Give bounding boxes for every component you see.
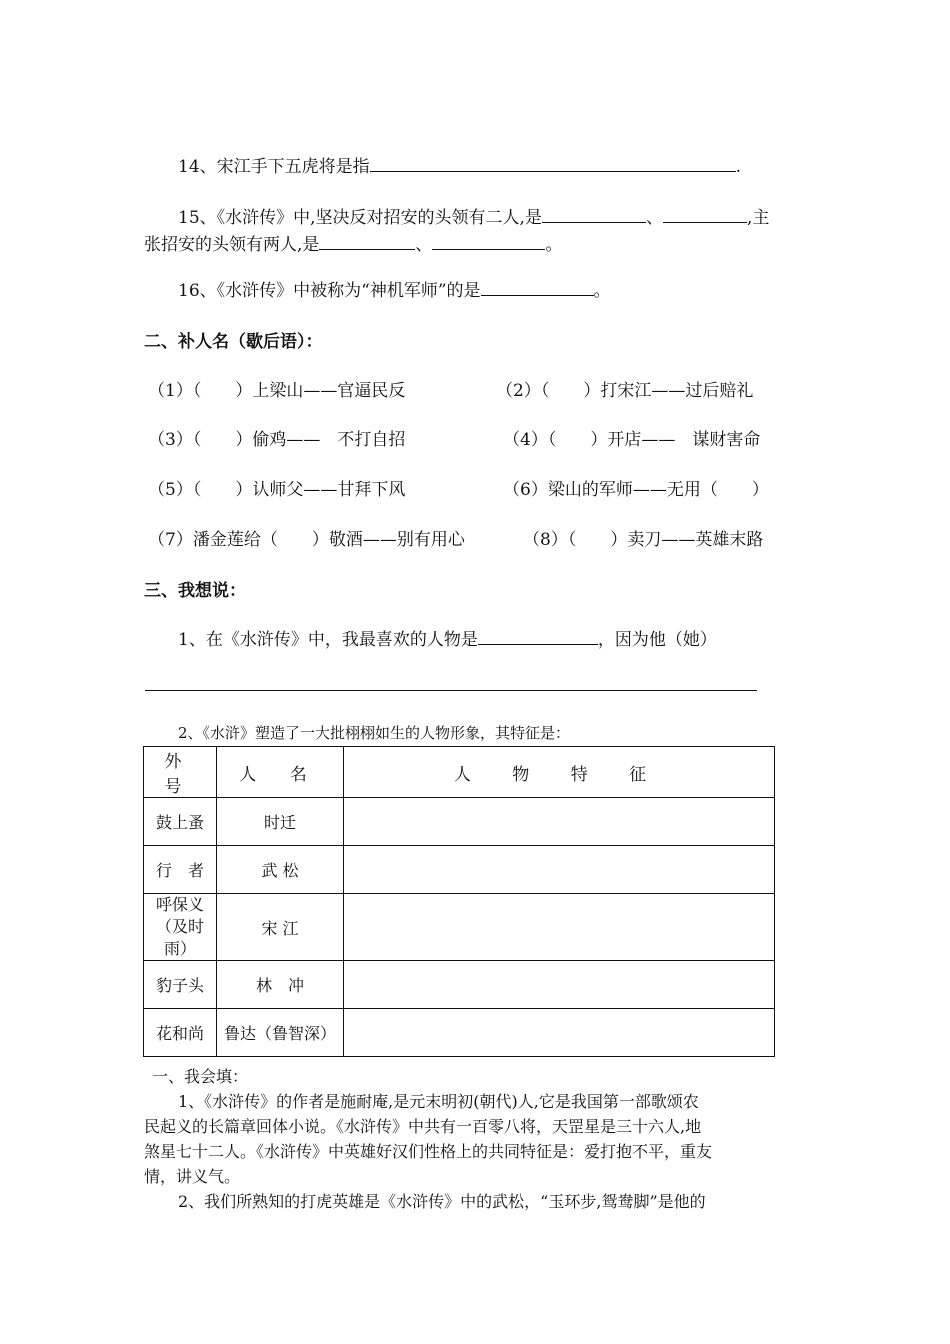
nickname-main: 呼保义	[155, 895, 204, 914]
answer-blank[interactable]	[319, 231, 415, 250]
header-nickname	[144, 747, 217, 798]
name-cell: 林 冲	[217, 961, 344, 1009]
name-cell: 武 松	[217, 846, 344, 894]
question-15-text-a: 15、《水浒传》中,坚决反对招安的头领有二人,是	[178, 208, 542, 228]
table-header-row	[144, 747, 775, 798]
nickname-cell: 鼓上蚤	[144, 798, 217, 846]
name-cell: 时迁	[217, 798, 344, 846]
answer-text: 情，讲义气。	[144, 1167, 241, 1186]
proverb-item: （7）潘金莲给（ ）敬酒——别有用心	[148, 530, 465, 550]
traits-cell[interactable]	[344, 798, 775, 846]
section-3-q2: 2、《水浒》塑造了一大批栩栩如生的人物形象，其特征是：	[178, 724, 571, 742]
table-row	[144, 894, 775, 961]
traits-cell[interactable]	[344, 894, 775, 961]
nickname-cell	[144, 894, 217, 961]
nickname-cell: 豹子头	[144, 961, 217, 1009]
question-14-text: 14、宋江手下五虎将是指	[178, 157, 370, 177]
header-traits-label: 人 物 特 征	[453, 764, 665, 785]
answer-blank[interactable]	[663, 204, 747, 223]
separator: 、	[645, 208, 663, 228]
header-traits	[344, 747, 775, 798]
name-cell: 宋 江	[217, 894, 344, 961]
table-row	[144, 846, 775, 894]
proverb-item: （2）（ ）打宋江——过后赔礼	[496, 381, 754, 401]
section-3-q1-text-b: ，因为他（她）	[597, 630, 717, 650]
table-row	[144, 1009, 775, 1057]
answer-text: 煞星七十二人。《水浒传》中英雄好汉们性格上的共同特征是：爱打抱不平，重友	[144, 1142, 713, 1161]
traits-cell[interactable]	[344, 961, 775, 1009]
nickname-cell: 行 者	[144, 846, 217, 894]
question-16	[178, 276, 611, 301]
nickname-alt: （及时雨）	[155, 917, 204, 958]
name-cell: 鲁达（鲁智深）	[217, 1009, 344, 1057]
answer-text: 1、《水浒传》的作者是施耐庵,是元末明初(朝代)人,它是我国第一部歌颂农	[178, 1092, 699, 1111]
proverb-item: （6）梁山的军师——无用（ ）	[503, 480, 769, 500]
question-14	[178, 152, 741, 177]
header-name	[217, 747, 344, 798]
proverb-item: （4）（ ）开店—— 谋财害命	[503, 430, 761, 450]
answer-line[interactable]	[145, 690, 757, 691]
proverb-item: （8）（ ）卖刀——英雄末路	[523, 530, 764, 550]
table-row	[144, 961, 775, 1009]
section-3-heading: 三、我想说：	[144, 581, 246, 601]
traits-cell[interactable]	[344, 1009, 775, 1057]
answer-blank[interactable]	[432, 231, 545, 250]
section-2-heading: 二、补人名（歇后语）：	[144, 332, 323, 352]
proverb-item: （3）（ ）偷鸡—— 不打自招	[148, 430, 406, 450]
answer-text: 民起义的长篇章回体小说。《水浒传》中共有一百零八将，天罡星是三十六人,地	[144, 1117, 702, 1136]
proverb-item: （1）（ ）上梁山——官逼民反	[148, 381, 406, 401]
answer-blank[interactable]	[370, 153, 736, 172]
question-16-end: 。	[593, 281, 611, 301]
question-15-end: 。	[545, 235, 563, 255]
section-3-q1-text-a: 1、在《水浒传》中，我最喜欢的人物是	[178, 630, 478, 650]
table-row	[144, 798, 775, 846]
proverb-item: （5）（ ）认师父——甘拜下风	[148, 480, 406, 500]
answer-blank[interactable]	[481, 277, 594, 296]
traits-cell[interactable]	[344, 846, 775, 894]
section-3-q1	[178, 625, 717, 650]
separator: 、	[415, 235, 433, 255]
character-table	[143, 746, 775, 1057]
header-name-label: 人 名	[239, 764, 321, 785]
answer-blank[interactable]	[542, 204, 646, 223]
question-15-text-c: 张招安的头领有两人,是	[144, 235, 320, 255]
answer-blank[interactable]	[478, 626, 598, 645]
answers-heading: 一、我会填：	[152, 1067, 249, 1086]
question-14-end: .	[735, 157, 742, 177]
nickname-cell: 花和尚	[144, 1009, 217, 1057]
question-16-text: 16、《水浒传》中被称为“神机军师”的是	[178, 281, 481, 301]
question-15-text-b: ,主	[746, 208, 770, 228]
answer-text: 2、我们所熟知的打虎英雄是《水浒传》中的武松，“玉环步,鸳鸯脚”是他的	[178, 1192, 706, 1211]
header-nickname-label: 外 号	[164, 752, 196, 797]
question-15-line1	[178, 203, 769, 228]
question-15-line2	[144, 230, 562, 255]
